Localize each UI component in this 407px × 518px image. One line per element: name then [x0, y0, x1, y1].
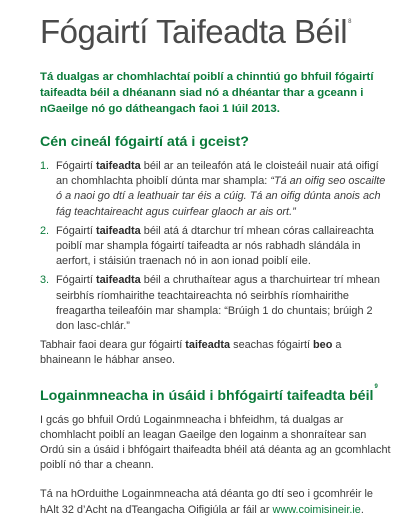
list-item [40, 273, 393, 334]
footnote-marker: 8 [348, 19, 351, 25]
page-title [40, 13, 393, 51]
placenames-paragraph: I gcás go bhfuil Ordú Logainmneacha i bhfeidhm, tá dualgas ar chomhlacht poiblí an leagan Gaeilge den logainm a shonraítear san Ordú sin a úsáid i bhfógairt thaifeadta bhéil atá déanta ag an gcomhlacht poiblí nó thar a cheann. [40, 413, 391, 472]
intro-paragraph: Tá dualgas ar chomhlachtaí poiblí a chinntiú go bhfuil fógairtí taifeadta béil a dhéanann siad nó a dhéantar thar a gceann i nGaeilge nó go dátheangach faoi 1 Iúil 2013. [40, 71, 374, 115]
section-heading-types: Cén cineál fógairtí atá i gceist? [40, 134, 249, 150]
list-bold: taifeadta [95, 224, 141, 237]
list-bold: taifeadta [95, 160, 141, 172]
orders-text: . [360, 503, 364, 516]
note-bold: taifeadta [185, 339, 231, 352]
list-text: béil a chruthaítear agus a tharchuirtear trí mhean seirbhís ríomhairithe teachtaireachta nó seirbhís ríomhairithe freagartha teileafóin mar shampla: “Brúigh 1 do chuntais; brúigh 2 don lasc-chlár.” [56, 274, 380, 333]
page-title-text: Fógairtí Taifeadta Béil [40, 13, 348, 50]
list-number: 2. [40, 224, 50, 237]
footnote-marker: 9 [374, 383, 378, 390]
note-text: seachas fógairtí [230, 339, 314, 352]
section-heading-text: Logainmneacha in úsáid i bhfógairtí taifeadta béil [40, 387, 374, 404]
list-text: Fógairtí [56, 160, 96, 172]
list-number: 3. [40, 274, 50, 287]
list-text: béil atá á dtarchur trí mhean córas callaireachta poiblí mar shampla fógairtí taifeadta ar nós rabhadh slándála in aerfort, i stáisiún traenach nó in aon ionad poiblí eile. [56, 224, 374, 268]
list-item [40, 224, 393, 270]
note-text: Tabhair faoi deara gur fógairtí [40, 339, 186, 352]
announcement-types-list [40, 159, 393, 334]
orders-paragraph [40, 487, 393, 517]
list-text: Fógairtí [56, 274, 96, 287]
list-text: Fógairtí [56, 224, 96, 237]
note-paragraph [40, 338, 393, 368]
list-text: béil ar an teileafón atá le cloisteáil nuair atá oifigí an chomhlachta phoiblí dúnta mar shampla: [56, 160, 379, 188]
website-link[interactable]: www.coimisineir.ie [272, 503, 361, 516]
list-bold: taifeadta [95, 274, 141, 287]
note-text: a bhaineann le hábhar anseo. [40, 339, 342, 367]
list-italic: “Tá an oifig seo oscailte ó a naoi go dtí a leathuair tar éis a cúig. Tá an oifig dúnta anois ach fág teachtaireacht agus cuirfear glaoch ar ais ort.” [56, 175, 386, 218]
section-heading-placenames [40, 383, 393, 405]
list-item [40, 159, 393, 220]
note-bold: beo [313, 339, 333, 352]
list-number: 1. [40, 160, 50, 172]
orders-text: Tá na hOrduithe Logainmneacha atá déanta go dtí seo i gcomhréir le hAlt 32 d’Acht na dTeangacha Oifigiúla ar fáil ar [40, 488, 373, 516]
